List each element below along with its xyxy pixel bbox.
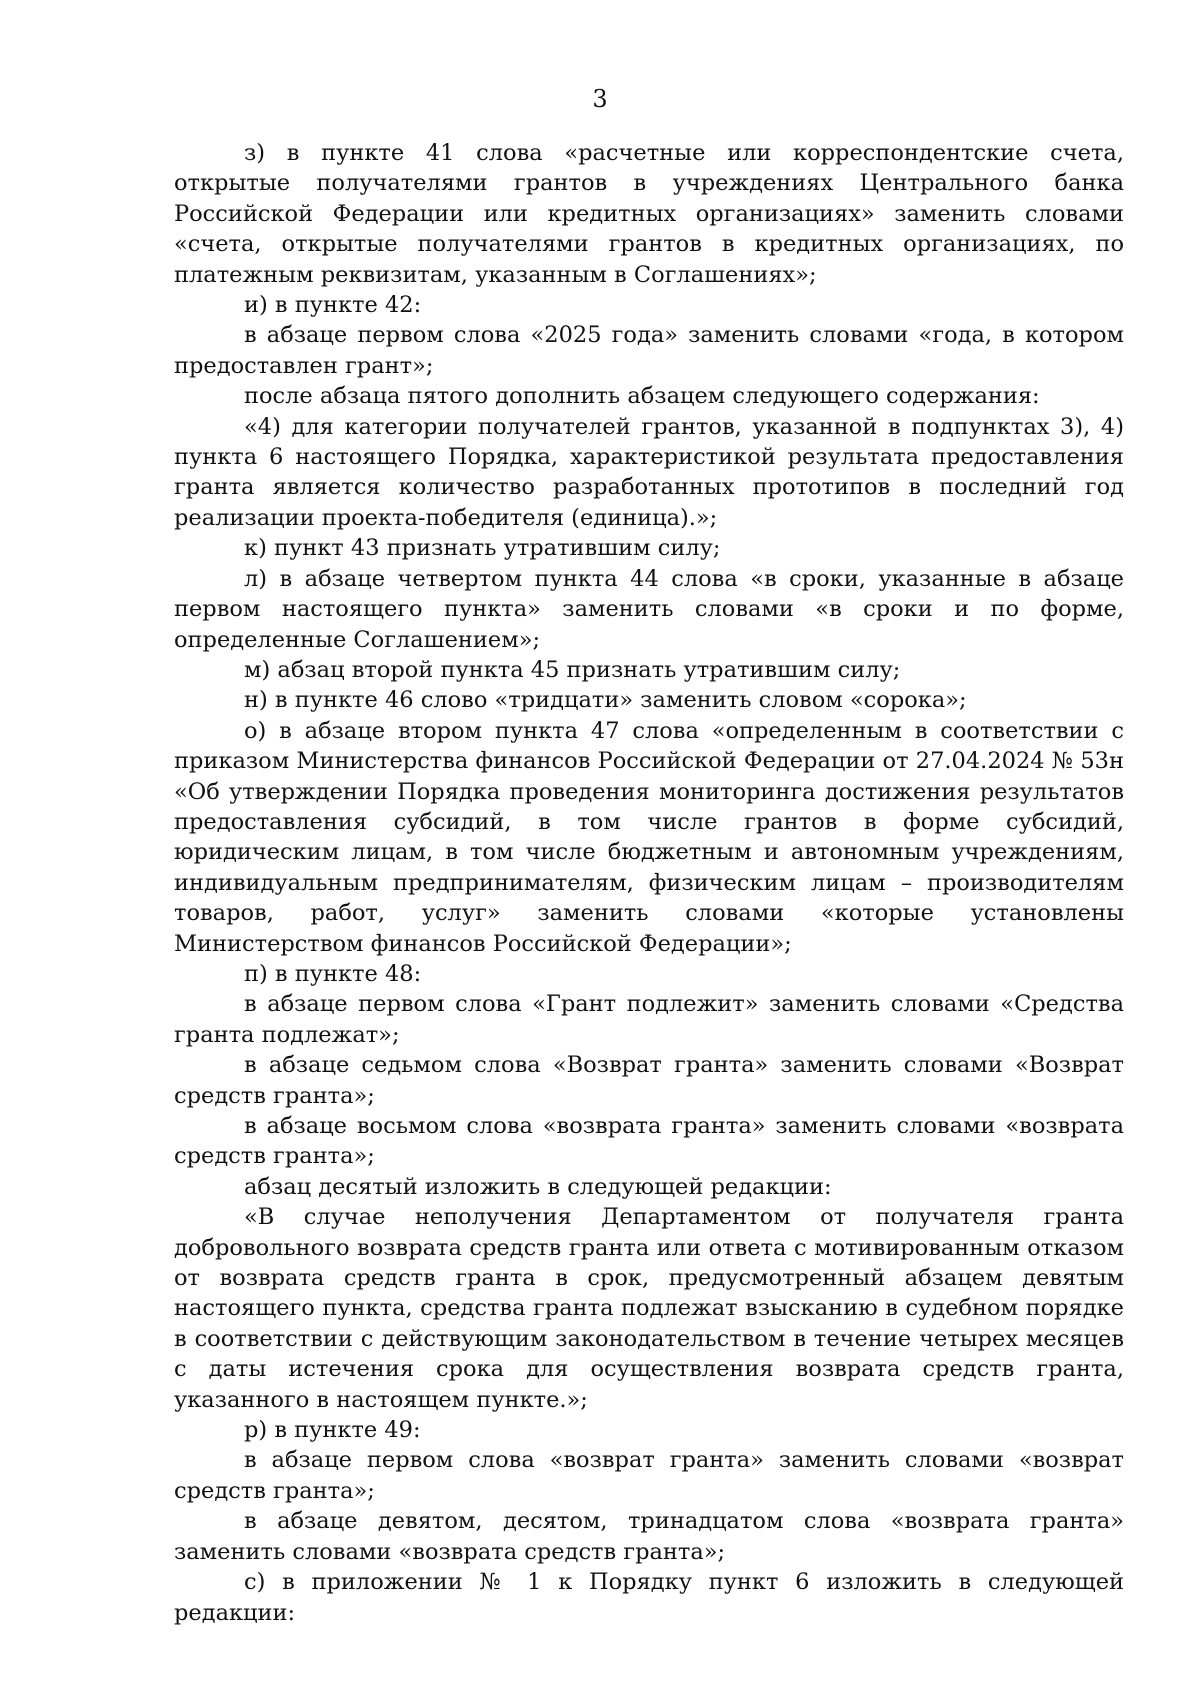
paragraph-quote-4-category: «4) для категории получателей грантов, указанной в подпунктах 3), 4) пункта 6 настоящего Порядка, характеристикой результата предоставления гранта является количество разработанных прототипов в последний год реализации проекта-победителя (единица).»; [174,413,1124,531]
paragraph-m-item-45: м) абзац второй пункта 45 признать утратившим силу; [244,656,901,683]
paragraph-k-item-43: к) пункт 43 признать утратившим силу; [244,535,721,562]
paragraph-eighth-abzac: в абзаце восьмом слова «возврата гранта» заменить словами «возврата средств гранта»; [174,1113,1124,1170]
paragraph-first-abzac-grant: в абзаце первом слова «Грант подлежит» заменить словами «Средства гранта подлежат»; [174,991,1124,1048]
paragraph-after-fifth-abzac: после абзаца пятого дополнить абзацем следующего содержания: [244,383,1040,410]
paragraph-i-item-42: и) в пункте 42: [244,292,422,319]
paragraph-r-item-49: р) в пункте 49: [244,1417,421,1444]
paragraph-p-item-48: п) в пункте 48: [244,960,422,987]
document-body [174,138,1124,1628]
paragraph-first-abzac-2025: в абзаце первом слова «2025 года» заменить словами «года, в котором предоставлен грант»; [174,322,1124,379]
paragraph-n-item-46: н) в пункте 46 слово «тридцати» заменить словом «сорока»; [244,687,967,714]
paragraph-o-item-47: о) в абзаце втором пункта 47 слова «определенным в соответствии с приказом Министерства финансов Российской Федерации от 27.04.2024 № 53н «Об утверждении Порядка проведения мониторинга достижения результатов предоставления субсидий, в том числе грантов в форме субсидий, юридическим лицам, в том числе бюджетным и автономным учреждениям, индивидуальным предпринимателям, физическим лицам – производителям товаров, работ, услуг» заменить словами «которые установлены Министерством финансов Российской Федерации»; [174,717,1124,957]
paragraph-quote-nonreceipt: «В случае неполучения Департаментом от получателя гранта добровольного возврата средств гранта или ответа с мотивированным отказом от возврата средств гранта в срок, предусмотренный абзацем девятым настоящего пункта, средства гранта подлежат взысканию в судебном порядке в соответствии с действующим законодательством в течение четырех месяцев с даты истечения срока для осуществления возврата средств гранта, указанного в настоящем пункте.»; [174,1204,1124,1413]
paragraph-first-abzac-return: в абзаце первом слова «возврат гранта» заменить словами «возврат средств гранта»; [174,1447,1124,1504]
page-number: 3 [592,85,608,113]
paragraph-s-appendix-1: с) в приложении № 1 к Порядку пункт 6 изложить в следующей редакции: [174,1569,1124,1626]
paragraph-ninth-tenth-thirteenth: в абзаце девятом, десятом, тринадцатом слова «возврата гранта» заменить словами «возврата средств гранта»; [174,1508,1124,1565]
paragraph-z-item-41: з) в пункте 41 слова «расчетные или корреспондентские счета, открытые получателями грантов в учреждениях Центрального банка Российской Федерации или кредитных организациях» заменить словами «счета, открытые получателями грантов в кредитных организациях, по платежным реквизитам, указанным в Соглашениях»; [174,140,1124,288]
paragraph-seventh-abzac: в абзаце седьмом слова «Возврат гранта» заменить словами «Возврат средств гранта»; [174,1052,1124,1109]
paragraph-tenth-abzac-intro: абзац десятый изложить в следующей редакции: [244,1173,832,1200]
paragraph-l-item-44: л) в абзаце четвертом пункта 44 слова «в сроки, указанные в абзаце первом настоящего пункта» заменить словами «в сроки и по форме, определенные Соглашением»; [174,565,1124,653]
